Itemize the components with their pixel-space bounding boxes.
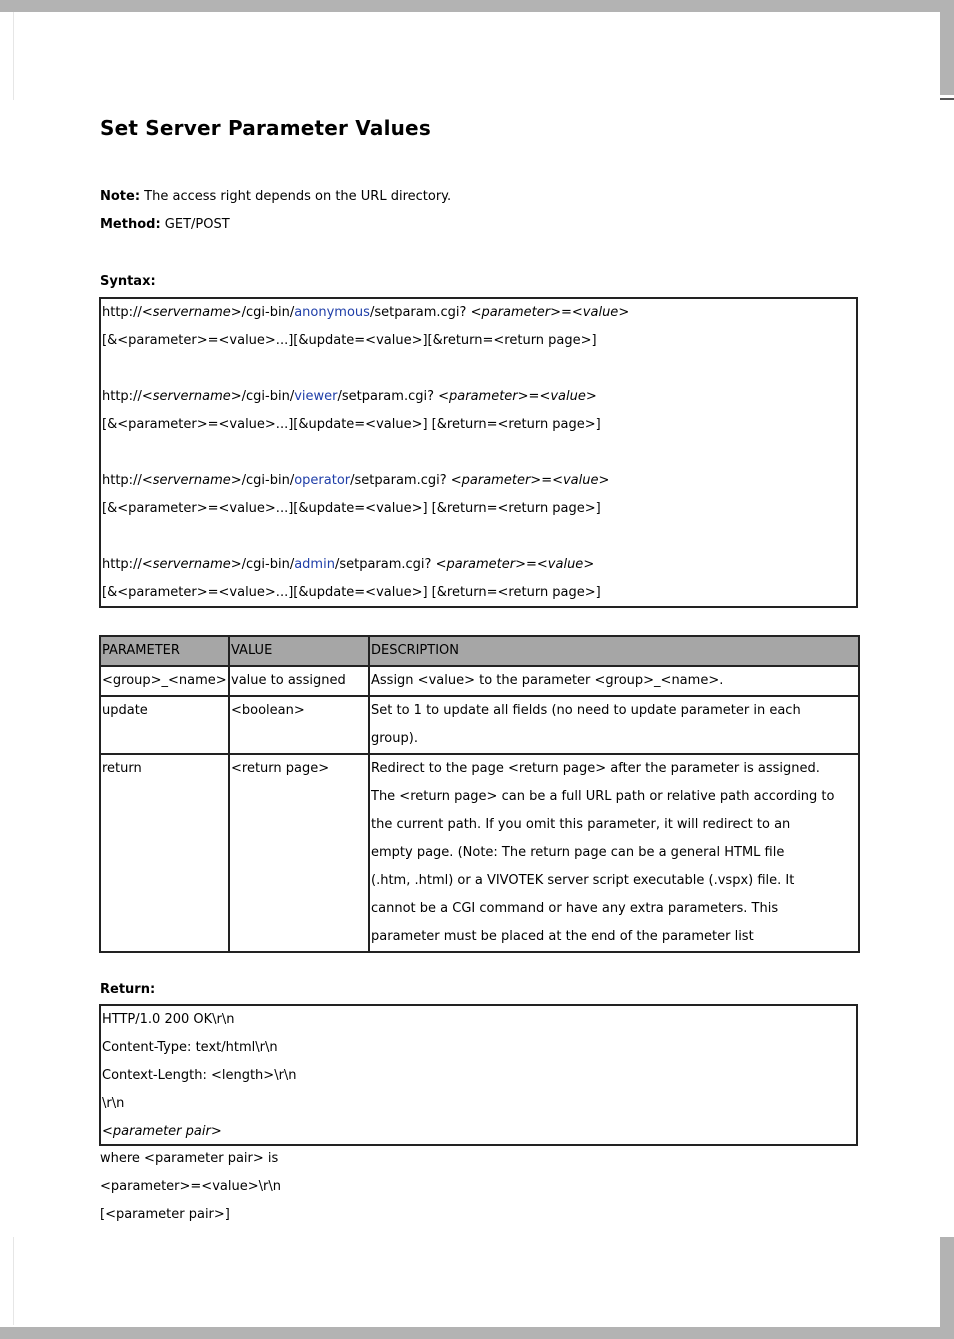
description-line: empty page. (Note: The return page can be a general HTML file — [371, 845, 785, 860]
return-line: HTTP/1.0 200 OK\r\n — [102, 1012, 235, 1027]
syntax-directory-link[interactable]: operator — [294, 473, 351, 488]
page-edge-tick — [940, 98, 954, 100]
syntax-directory-link[interactable]: viewer — [294, 389, 338, 404]
description-line: parameter must be placed at the end of the parameter list — [371, 929, 754, 944]
cell-parameter: return — [100, 754, 229, 952]
syntax-servername: servername — [152, 389, 231, 404]
syntax-box — [99, 297, 858, 608]
syntax-url-line — [101, 299, 856, 327]
table-row — [100, 754, 859, 952]
return-note-line: [<parameter pair>] — [100, 1207, 230, 1222]
crop-mark-bottom — [13, 1237, 14, 1325]
syntax-value: value — [550, 389, 586, 404]
syntax-mid: >/cgi-bin/ — [230, 305, 295, 320]
syntax-spacer — [101, 439, 856, 467]
syntax-value: value — [582, 305, 619, 320]
page-edge-right — [940, 95, 954, 1237]
syntax-script: /setparam.cgi? < — [369, 305, 482, 320]
return-box — [99, 1004, 858, 1146]
description-line: group). — [371, 731, 418, 746]
syntax-servername: servername — [152, 305, 231, 320]
description-line: (.htm, .html) or a VIVOTEK server script executable (.vspx) file. It — [371, 873, 795, 888]
table-header-row — [100, 636, 859, 666]
page-title: Set Server Parameter Values — [100, 116, 431, 140]
syntax-servername: servername — [152, 473, 231, 488]
return-label: Return: — [100, 982, 156, 997]
syntax-mid: >/cgi-bin/ — [230, 557, 295, 572]
parameter-table — [99, 635, 860, 953]
syntax-script: /setparam.cgi? < — [350, 473, 462, 488]
note-line — [100, 189, 451, 204]
method-text: GET/POST — [160, 217, 230, 232]
cell-value: value to assigned — [229, 666, 369, 696]
syntax-value: value — [547, 557, 584, 572]
syntax-end: > — [585, 389, 597, 404]
syntax-equals: >=< — [530, 473, 563, 488]
description-line: Redirect to the page <return page> after the parameter is assigned. — [371, 761, 820, 776]
cell-description — [369, 666, 859, 696]
description-line: The <return page> can be a full URL path or relative path according to — [371, 789, 835, 804]
syntax-label: Syntax: — [100, 274, 156, 289]
method-line — [100, 217, 230, 232]
table-row — [100, 696, 859, 754]
syntax-parameter: parameter — [481, 305, 551, 320]
cell-parameter: <group>_<name> — [100, 666, 229, 696]
cell-description — [369, 754, 859, 952]
syntax-options-line: [&<parameter>=<value>...][&update=<value>] [&return=<return page>] — [102, 585, 601, 600]
header-value: VALUE — [229, 636, 369, 666]
syntax-equals: >=< — [515, 557, 548, 572]
syntax-end: > — [618, 305, 630, 320]
return-note-line: <parameter>=<value>\r\n — [100, 1179, 281, 1194]
syntax-prefix: http://< — [102, 473, 153, 488]
syntax-mid: >/cgi-bin/ — [230, 473, 295, 488]
syntax-script: /setparam.cgi? < — [334, 557, 447, 572]
note-label: Note: — [100, 189, 141, 204]
syntax-url-line — [101, 383, 856, 411]
syntax-servername: servername — [152, 557, 231, 572]
syntax-directory-link[interactable]: anonymous — [294, 305, 370, 320]
syntax-parameter: parameter — [449, 389, 518, 404]
syntax-options-line: [&<parameter>=<value>...][&update=<value>] [&return=<return page>] — [102, 417, 601, 432]
syntax-mid: >/cgi-bin/ — [230, 389, 295, 404]
header-parameter: PARAMETER — [100, 636, 229, 666]
syntax-equals: >=< — [517, 389, 551, 404]
syntax-prefix: http://< — [102, 305, 153, 320]
syntax-value: value — [562, 473, 599, 488]
syntax-equals: >=< — [550, 305, 583, 320]
syntax-directory-link[interactable]: admin — [294, 557, 335, 572]
return-line: Content-Type: text/html\r\n — [102, 1040, 278, 1055]
crop-mark-top — [13, 12, 14, 100]
method-label: Method: — [100, 217, 161, 232]
syntax-spacer — [101, 355, 856, 383]
note-text: The access right depends on the URL directory. — [140, 189, 452, 204]
syntax-options-line: [&<parameter>=<value>...][&update=<value>] [&return=<return page>] — [102, 501, 601, 516]
cell-value: <return page> — [229, 754, 369, 952]
description-line: the current path. If you omit this parameter, it will redirect to an — [371, 817, 791, 832]
cell-description — [369, 696, 859, 754]
syntax-url-line — [101, 467, 856, 495]
return-line: <parameter pair> — [102, 1124, 222, 1139]
syntax-options-line: [&<parameter>=<value>...][&update=<value>][&return=<return page>] — [102, 333, 597, 348]
description-line: cannot be a CGI command or have any extra parameters. This — [371, 901, 779, 916]
return-note-line: where <parameter pair> is — [100, 1151, 279, 1166]
syntax-prefix: http://< — [102, 389, 153, 404]
syntax-script: /setparam.cgi? < — [337, 389, 450, 404]
description-line: Assign <value> to the parameter <group>_<name>. — [371, 673, 724, 688]
syntax-end: > — [583, 557, 595, 572]
syntax-parameter: parameter — [461, 473, 531, 488]
return-line: Context-Length: <length>\r\n — [102, 1068, 297, 1083]
syntax-prefix: http://< — [102, 557, 153, 572]
table-row — [100, 666, 859, 696]
return-line: \r\n — [102, 1096, 125, 1111]
header-description: DESCRIPTION — [369, 636, 859, 666]
syntax-spacer — [101, 523, 856, 551]
cell-parameter: update — [100, 696, 229, 754]
syntax-url-line — [101, 551, 856, 579]
description-line: Set to 1 to update all fields (no need to update parameter in each — [371, 703, 801, 718]
syntax-parameter: parameter — [446, 557, 516, 572]
cell-value: <boolean> — [229, 696, 369, 754]
syntax-end: > — [598, 473, 610, 488]
